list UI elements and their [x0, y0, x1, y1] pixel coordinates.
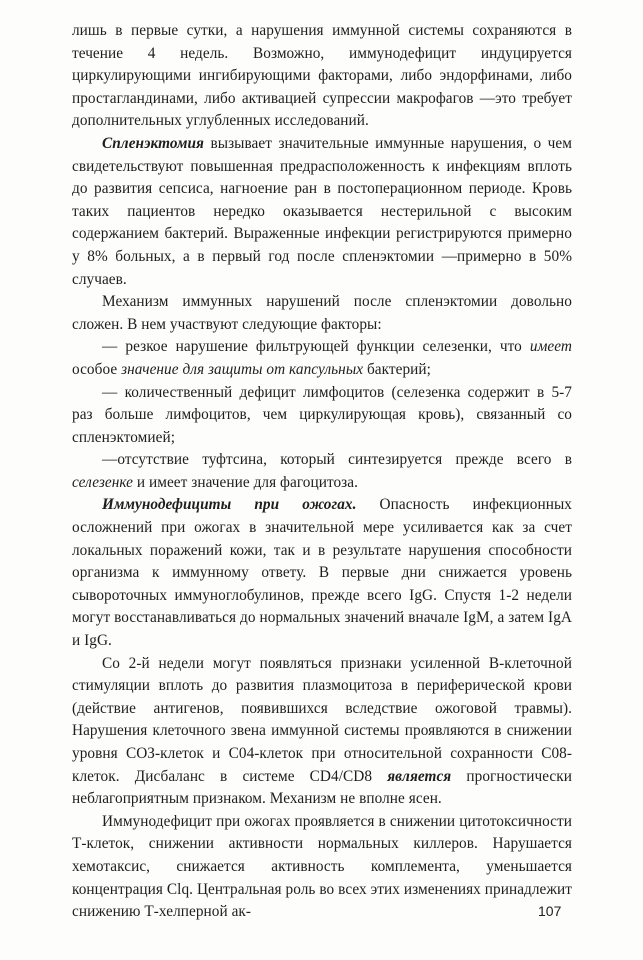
- term-burns: Иммунодефициты при ожогах.: [102, 496, 357, 514]
- list-item-tuftsin-italic: селезенке: [72, 473, 133, 491]
- paragraph-b-cell-emphasis: является: [387, 767, 452, 785]
- list-item-filtration: [72, 336, 572, 381]
- list-item-filtration-italic-1: имеет: [529, 338, 572, 356]
- list-item-tuftsin-text-b: и имеет значение для фагоцитоза.: [133, 473, 358, 491]
- list-item-tuftsin: [72, 449, 572, 494]
- paragraph-mechanism: Механизм иммунных нарушений после спленэктомии довольно сложен. В нем участвуют следующие факторы:: [72, 293, 572, 333]
- body-text: [72, 20, 572, 924]
- paragraph-splenectomy: [72, 133, 572, 291]
- page-number: 107: [538, 903, 562, 919]
- term-splenectomy: Спленэктомия: [102, 134, 204, 152]
- list-item-filtration-italic-2: значение для защиты от капсульных: [121, 360, 364, 378]
- paragraph-burns: [72, 494, 572, 652]
- list-item-filtration-text-c: бактерий;: [363, 360, 431, 378]
- paragraph-b-cell-text-a: Со 2-й недели могут появляться признаки усиленной В-клеточной стимуляции вплоть до развития плазмоцитоза в периферической крови (действие антигенов, появившихся вследствие ожоговой травмы). Нарушения клеточного звена иммунной системы проявляются в снижении уровня СОЗ-клеток и С04-клеток при относительной сохранности С08-клеток. Дисбаланс в системе CD4/CD8: [72, 654, 572, 785]
- paragraph-splenectomy-text: вызывает значительные иммунные нарушения, о чем свидетельствуют повышенная предрасположенность к инфекциям вплоть до развития сепсиса, нагноение ран в постоперационном периоде. Кровь таких пациентов нередко оказывается нестерильной с высоким содержанием бактерий. Выраженные инфекции регистрируются примерно у 8% больных, а в первый год после спленэктомии —примерно в 50% случаев.: [72, 134, 572, 288]
- paragraph-1: лишь в первые сутки, а нарушения иммунной системы сохраняются в течение 4 недель. Возможно, иммунодефицит индуцируется циркулирующими ингибирующими факторами, либо эндорфинами, либо простагландинами, либо активацией супрессии макрофагов —это требует дополнительных углубленных исследований.: [72, 22, 572, 130]
- paragraph-b-cell: [72, 653, 572, 811]
- list-item-filtration-text-b: особое: [72, 360, 122, 378]
- list-item-filtration-text-a: — резкое нарушение фильтрующей функции селезенки, что: [102, 338, 530, 356]
- paragraph-burns-text: Опасность инфекционных осложнений при ожогах в значительной мере усиливается как за счет локальных поражений кожи, так и в результате нарушения способности организма к иммунному ответу. В первые дни снижается уровень сывороточных иммуноглобулинов, прежде всего IgG. Спустя 1-2 недели могут восстанавливаться до нормальных значений вначале IgM, а затем IgA и IgG.: [72, 496, 572, 650]
- list-item-tuftsin-text-a: —отсутствие туфтсина, который синтезируется прежде всего в: [102, 451, 572, 469]
- paragraph-cytotoxicity: Иммунодефицит при ожогах проявляется в снижении цитотоксичности Т-клеток, снижении активности нормальных киллеров. Нарушается хемотаксис, снижается активность комплемента, уменьшается концентрация Clq. Центральная роль во всех этих изменениях принадлежит снижению Т-хелперной ак-: [72, 812, 572, 921]
- list-item-lymphocytes: — количественный дефицит лимфоцитов (селезенка содержит в 5-7 раз больше лимфоцитов, чем циркулирующая кровь), связанный со спленэктомией;: [72, 383, 572, 446]
- paragraph-b-cell-text-c: прогностически неблагоприятным признаком. Механизм не вполне ясен.: [72, 767, 572, 808]
